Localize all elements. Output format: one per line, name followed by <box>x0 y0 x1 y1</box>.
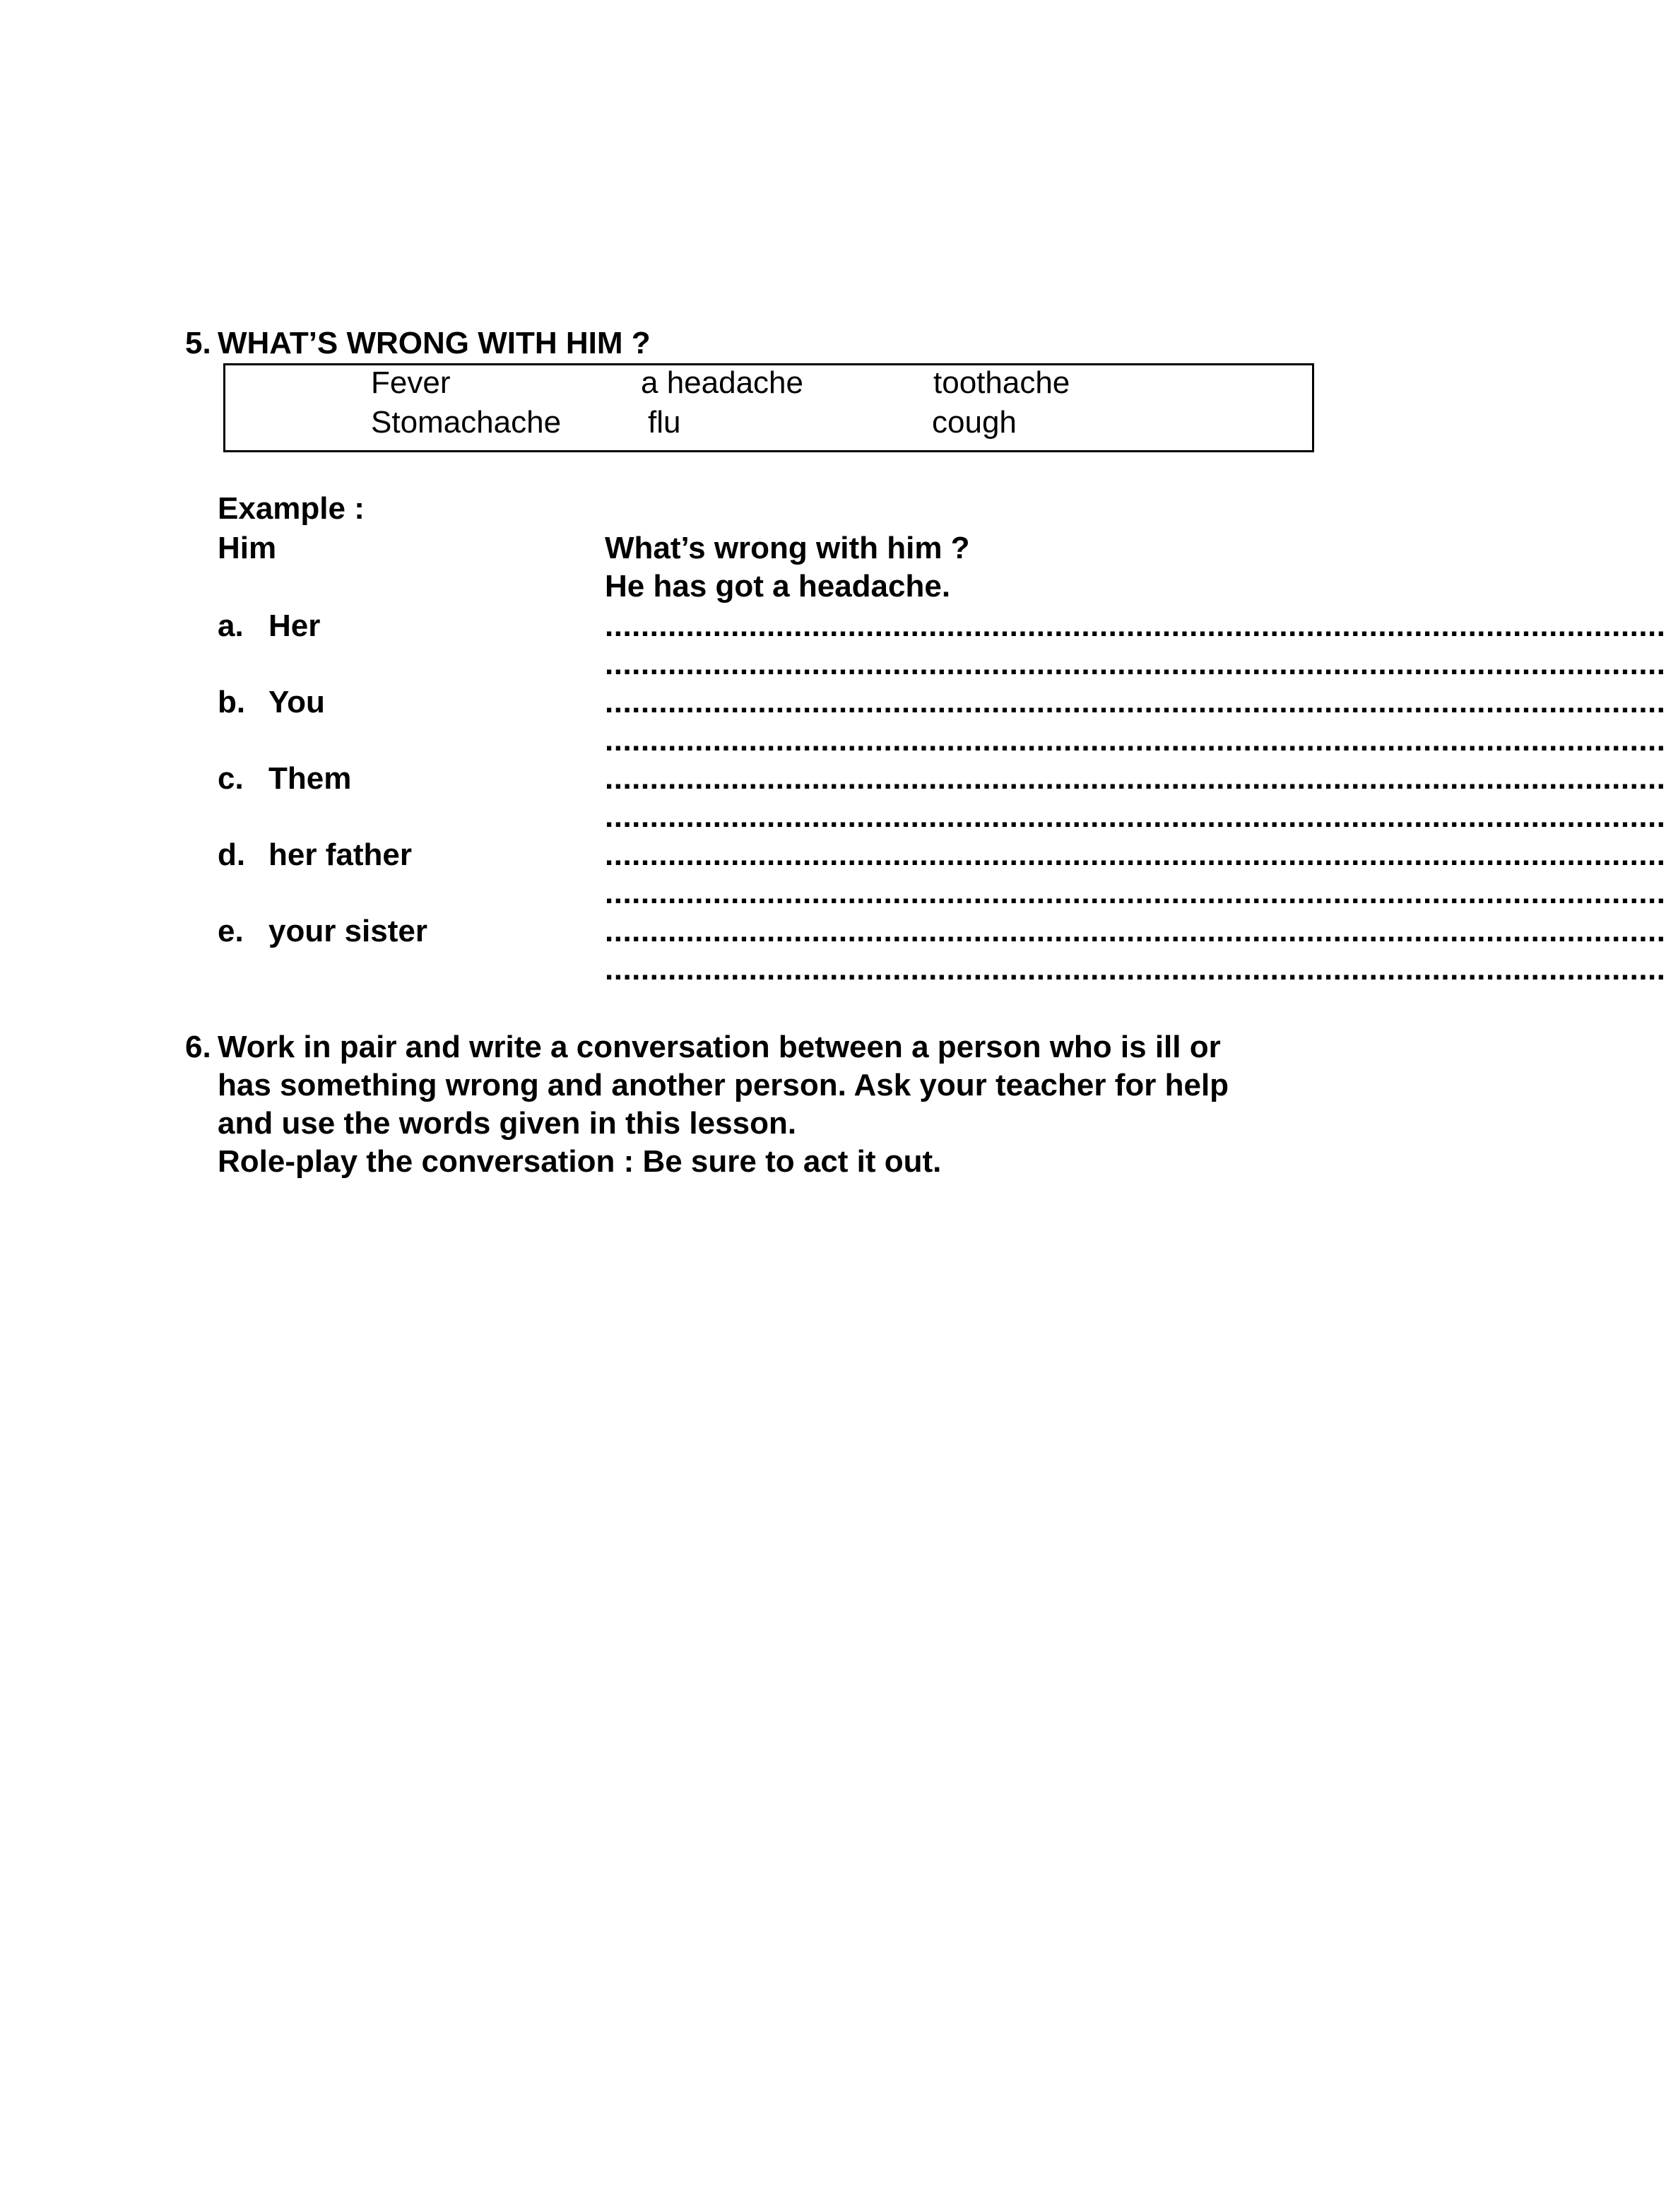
word-stomachache: Stomachache <box>371 405 562 440</box>
item-subject-c: Them <box>268 761 352 796</box>
word-flu: flu <box>648 405 681 440</box>
answer-line-e1[interactable]: ...................................................................................................................... <box>605 914 1666 948</box>
section-6-line-3: and use the words given in this lesson. <box>218 1106 797 1141</box>
section-6-number: 6. <box>185 1030 211 1064</box>
item-subject-e: your sister <box>268 914 427 948</box>
item-letter-b: b. <box>218 685 246 719</box>
answer-line-b1[interactable]: ...................................................................................................................... <box>605 685 1666 719</box>
example-answer: He has got a headache. <box>605 569 951 604</box>
section-5-title: WHAT’S WRONG WITH HIM ? <box>218 326 651 360</box>
item-letter-e: e. <box>218 914 244 948</box>
answer-line-e2[interactable]: ...................................................................................................................... <box>605 952 1666 987</box>
example-question: What’s wrong with him ? <box>605 531 970 565</box>
section-5-number: 5. <box>185 326 211 360</box>
word-box <box>223 363 1314 452</box>
answer-line-c1[interactable]: ...................................................................................................................... <box>605 761 1666 796</box>
word-fever: Fever <box>371 365 451 400</box>
answer-line-b2[interactable]: ...................................................................................................................... <box>605 723 1666 758</box>
item-subject-d: her father <box>268 837 412 872</box>
section-6-line-2: has something wrong and another person. Ask your teacher for help <box>218 1068 1229 1102</box>
word-cough: cough <box>932 405 1017 440</box>
item-subject-b: You <box>268 685 325 719</box>
item-letter-d: d. <box>218 837 246 872</box>
answer-line-a1[interactable]: ...................................................................................................................... <box>605 608 1666 643</box>
answer-line-d1[interactable]: ...................................................................................................................... <box>605 837 1666 872</box>
section-6-line-4: Role-play the conversation : Be sure to act it out. <box>218 1144 942 1179</box>
answer-line-c2[interactable]: ...................................................................................................................... <box>605 799 1666 834</box>
example-label: Example : <box>218 491 365 526</box>
item-letter-c: c. <box>218 761 244 796</box>
word-toothache: toothache <box>933 365 1070 400</box>
word-headache: a headache <box>641 365 803 400</box>
section-6-line-1: Work in pair and write a conversation between a person who is ill or <box>218 1030 1221 1064</box>
example-subject: Him <box>218 531 277 565</box>
item-letter-a: a. <box>218 608 244 643</box>
item-subject-a: Her <box>268 608 321 643</box>
answer-line-a2[interactable]: ...................................................................................................................... <box>605 647 1666 681</box>
answer-line-d2[interactable]: ...................................................................................................................... <box>605 876 1666 910</box>
